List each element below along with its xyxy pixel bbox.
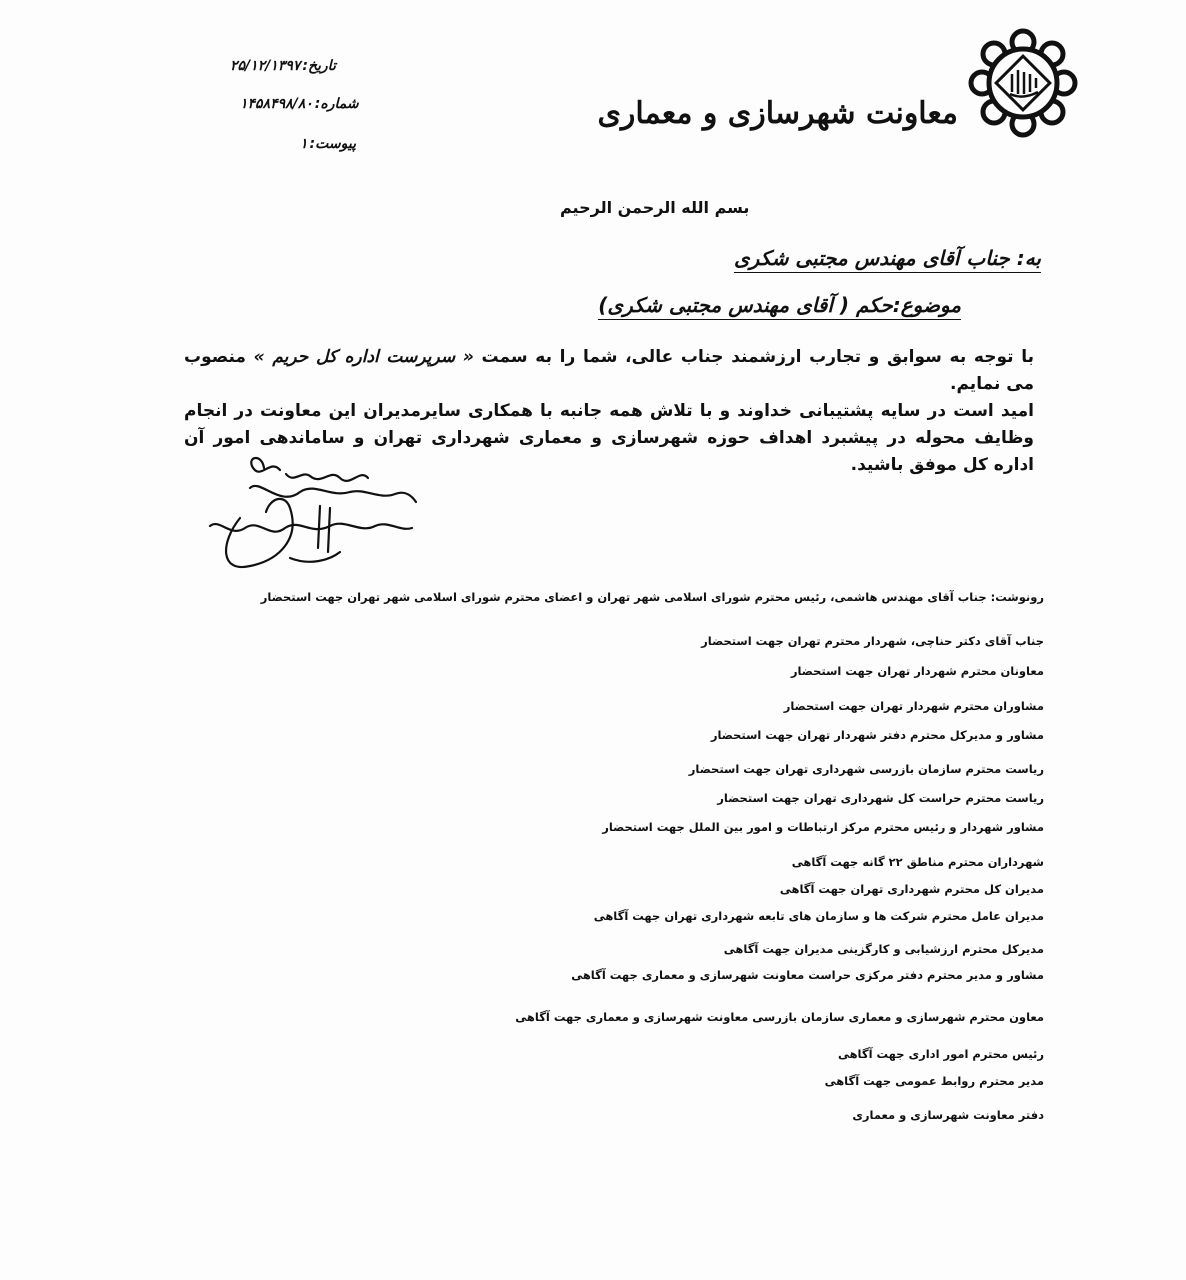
cc-item: مشاوران محترم شهردار تهران جهت استحضار xyxy=(783,699,1044,713)
subject-label: موضوع: xyxy=(892,293,961,317)
subject-line xyxy=(598,293,961,317)
tehran-municipality-logo xyxy=(968,28,1078,138)
cc-item: معاونان محترم شهردار تهران جهت استحضار xyxy=(790,664,1044,678)
recipient-label: به: xyxy=(1016,246,1041,270)
attachment-line xyxy=(300,136,356,152)
body-line-1-end: منصوب می نمایم. xyxy=(184,347,1034,394)
recipient-name: جناب آقای مهندس مجتبی شکری xyxy=(733,246,1010,270)
cc-item: رونوشت: جناب آقای مهندس هاشمی، رئیس محترم شورای اسلامی شهر تهران و اعضای محترم شورای اسلامی شهر تهران جهت استحضار xyxy=(260,590,1044,604)
cc-item: مدیران کل محترم شهرداری تهران جهت آگاهی xyxy=(779,882,1044,896)
subject-text: حکم ( آقای مهندس مجتبی شکری) xyxy=(598,293,893,317)
cc-item: ریاست محترم حراست کل شهرداری تهران جهت استحضار xyxy=(717,791,1044,805)
cc-item: مدیران عامل محترم شرکت ها و سازمان های تابعه شهرداری تهران جهت آگاهی xyxy=(593,909,1044,923)
cc-item: مشاور و مدیرکل محترم دفتر شهردار تهران جهت استحضار xyxy=(710,728,1044,742)
number-value: ۱۴۵۸۴۹۸/۸۰ xyxy=(240,96,313,112)
cc-item: مشاور و مدیر محترم دفتر مرکزی حراست معاونت شهرسازی و معماری جهت آگاهی xyxy=(571,968,1044,982)
cc-item: شهرداران محترم مناطق ۲۲ گانه جهت آگاهی xyxy=(791,855,1044,869)
body-paragraph-2: امید است در سایه پشتیبانی خداوند و با تلاش همه جانبه با همکاری سایرمدیران این معاونت در انجام وظایف محوله در پیشبرد اهداف حوزه شهرسازی و معماری شهرداری تهران و ساماندهی امور آن اداره کل موفق باشید. xyxy=(184,401,1034,475)
cc-item: رئیس محترم امور اداری جهت آگاهی xyxy=(837,1047,1044,1061)
number-label: شماره: xyxy=(314,96,359,112)
attachment-label: پیوست: xyxy=(309,136,356,152)
date-value: ۲۵/۱۲/۱۳۹۷ xyxy=(230,58,301,74)
recipient-line xyxy=(734,246,1041,270)
appointment-title: « سرپرست اداره کل حریم » xyxy=(253,347,474,367)
date-label: تاریخ: xyxy=(302,58,336,74)
body-line-1-start: با توجه به سوابق و تجارب ارزشمند جناب عالی، شما را به سمت xyxy=(473,347,1034,367)
body-line-1 xyxy=(184,344,1034,398)
number-line xyxy=(240,96,359,112)
cc-item: مدیرکل محترم ارزشیابی و کارگزینی مدیران جهت آگاهی xyxy=(723,942,1044,956)
date-line xyxy=(230,58,336,74)
cc-item: جناب آقای دکتر حناچی، شهردار محترم تهران جهت استحضار xyxy=(701,634,1044,648)
cc-item: مدیر محترم روابط عمومی جهت آگاهی xyxy=(824,1074,1044,1088)
attachment-value: ۱ xyxy=(300,136,308,152)
cc-item: مشاور شهردار و رئیس محترم مرکز ارتباطات و امور بین الملل جهت استحضار xyxy=(602,820,1044,834)
cc-item: ریاست محترم سازمان بازرسی شهرداری تهران جهت استحضار xyxy=(688,762,1044,776)
basmala: بسم الله الرحمن الرحيم xyxy=(560,198,750,217)
cc-item: دفتر معاونت شهرسازی و معماری xyxy=(852,1108,1044,1122)
department-title: معاونت شهرسازی و معماری xyxy=(597,96,958,131)
cc-item: معاون محترم شهرسازی و معماری سازمان بازرسی معاونت شهرسازی و معماری جهت آگاهی xyxy=(515,1010,1044,1024)
